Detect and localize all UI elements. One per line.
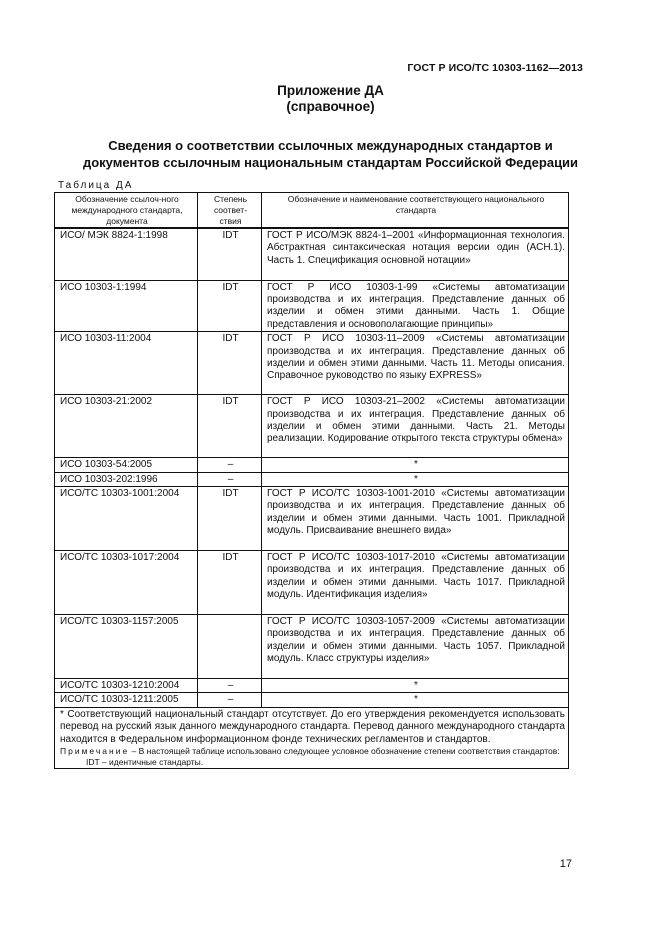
international-standard-cell: ИСО 10303-202:1996 — [55, 472, 198, 486]
table-row — [55, 550, 569, 614]
degree-cell: – — [198, 693, 262, 707]
appendix-title: Приложение ДА — [277, 83, 384, 98]
degree-cell — [198, 614, 262, 678]
note-label: Примечание — [60, 745, 130, 756]
international-standard-cell: ИСО/ТС 10303-1017:2004 — [55, 550, 198, 614]
degree-cell: IDT — [198, 228, 262, 280]
national-standard-cell: ГОСТ Р ИСО/МЭК 8824-1–2001 «Информационная технология. Абстрактная синтаксическая нотация версии один (АСН.1). Часть 1. Спецификация основной нотации» — [262, 228, 569, 280]
note-line — [60, 746, 565, 757]
page-number: 17 — [559, 858, 572, 870]
international-standard-cell: ИСО/ТС 10303-1211:2005 — [55, 693, 198, 707]
table-footer-cell — [55, 707, 569, 768]
table-row — [55, 395, 569, 458]
national-standard-cell: ГОСТ Р ИСО/ТС 10303-1001-2010 «Системы автоматизации производства и их интеграция. Представление данных об изделии и обмен этими данными. Часть 1001. Прикладной модуль. Присваивание внешнего вида» — [262, 486, 569, 550]
degree-cell: – — [198, 458, 262, 472]
footnote-text: * Соответствующий национальный стандарт отсутствует. До его утверждения рекомендуется использовать перевод на русский язык данного международного стандарта. Перевод данного международного стандарта находится в Федеральном информационном фонде технических регламентов и стандартов. — [60, 708, 565, 745]
table-row — [55, 228, 569, 280]
national-standard-cell: ГОСТ Р ИСО/ТС 10303-1017-2010 «Системы автоматизации производства и их интеграция. Представление данных об изделии и обмен этими данными. Часть 1017. Прикладной модуль. Идентификация изделия» — [262, 550, 569, 614]
table-row — [55, 280, 569, 332]
international-standard-cell: ИСО/ТС 10303-1001:2004 — [55, 486, 198, 550]
national-standard-cell: * — [262, 458, 569, 472]
appendix-subtitle: (справочное) — [286, 99, 375, 114]
international-standard-cell: ИСО 10303-21:2002 — [55, 395, 198, 458]
header-international-standard: Обозначение ссылоч-ного международного стандарта, документа — [55, 193, 198, 229]
national-standard-cell: * — [262, 693, 569, 707]
international-standard-cell: ИСО/ МЭК 8824-1:1998 — [55, 228, 198, 280]
header-degree-of-correspondence: Степень соответ-ствия — [198, 193, 262, 229]
document-title — [0, 137, 661, 171]
national-standard-cell: * — [262, 678, 569, 692]
document-code: ГОСТ Р ИСО/ТС 10303-1162—2013 — [407, 62, 583, 74]
table-row — [55, 614, 569, 678]
table-footer-row — [55, 707, 569, 768]
table-caption: Таблица ДА — [58, 180, 134, 191]
degree-cell: IDT — [198, 332, 262, 395]
degree-cell: IDT — [198, 486, 262, 550]
international-standard-cell: ИСО 10303-11:2004 — [55, 332, 198, 395]
table-row — [55, 458, 569, 472]
degree-cell: – — [198, 678, 262, 692]
national-standard-cell: ГОСТ Р ИСО 10303-1-99 «Системы автоматизации производства и их интеграция. Представление данных об изделии и обмен этими данными. Часть 1. Общие представления и основополагающие принципы» — [262, 280, 569, 332]
note-text: – В настоящей таблице использовано следующее условное обозначение степени соответствия стандартов: — [129, 745, 560, 756]
table-row — [55, 693, 569, 707]
international-standard-cell: ИСО/ТС 10303-1210:2004 — [55, 678, 198, 692]
degree-cell: – — [198, 472, 262, 486]
international-standard-cell: ИСО 10303-54:2005 — [55, 458, 198, 472]
document-title-line-1: Сведения о соответствии ссылочных международных стандартов и — [108, 138, 553, 153]
correspondence-table — [54, 192, 569, 769]
table-header-row — [55, 193, 569, 229]
table-row — [55, 472, 569, 486]
table-row — [55, 332, 569, 395]
international-standard-cell: ИСО/ТС 10303-1157:2005 — [55, 614, 198, 678]
national-standard-cell: * — [262, 472, 569, 486]
table-row — [55, 678, 569, 692]
table-row — [55, 486, 569, 550]
header-national-standard: Обозначение и наименование соответствующего национального стандарта — [262, 193, 569, 229]
document-title-line-2: документов ссылочным национальным стандартам Российской Федерации — [82, 155, 579, 170]
degree-cell: IDT — [198, 280, 262, 332]
international-standard-cell: ИСО 10303-1:1994 — [55, 280, 198, 332]
national-standard-cell: ГОСТ Р ИСО 10303-21–2002 «Системы автоматизации производства и их интеграция. Представление данных об изделии и обмен этими данными. Часть 21. Методы реализации. Кодирование открытого текста структуры обмена» — [262, 395, 569, 458]
national-standard-cell: ГОСТ Р ИСО 10303-11–2009 «Системы автоматизации производства и их интеграция. Представление данных об изделии и обмен этими данными. Часть 11. Методы описания. Справочное руководство по языку EXPRESS» — [262, 332, 569, 395]
national-standard-cell: ГОСТ Р ИСО/ТС 10303-1057-2009 «Системы автоматизации производства и их интеграция. Представление данных об изделии и обмен этими данными. Часть 1057. Прикладной модуль. Класс структуры изделия» — [262, 614, 569, 678]
degree-cell: IDT — [198, 395, 262, 458]
degree-cell: IDT — [198, 550, 262, 614]
note-idt-definition: IDT – идентичные стандарты. — [86, 756, 204, 767]
